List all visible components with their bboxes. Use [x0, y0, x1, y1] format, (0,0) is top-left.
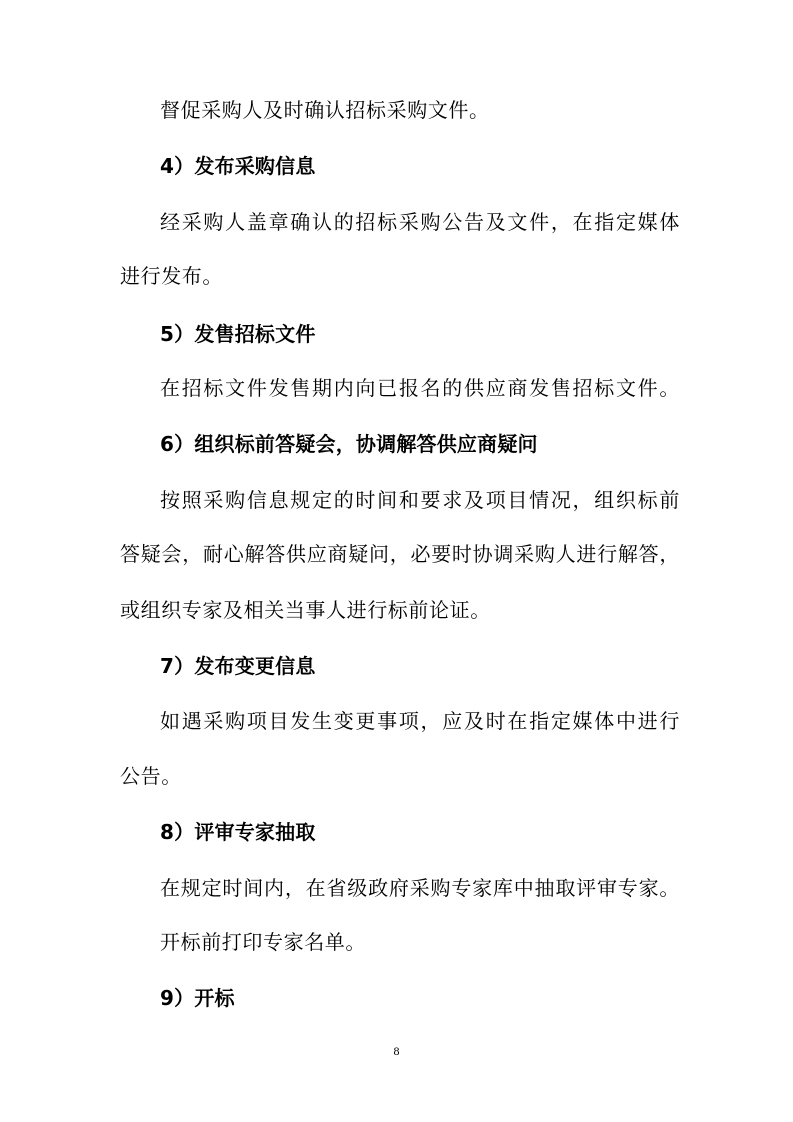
section-heading: 6）组织标前答疑会，协调解答供应商疑问: [160, 432, 538, 456]
paragraph-line: 在招标文件发售期内向已报名的供应商发售招标文件。: [160, 376, 680, 400]
paragraph-line: 开标前打印专家名单。: [160, 930, 366, 954]
paragraph-line: 进行发布。: [120, 264, 223, 288]
section-heading: 9）开标: [160, 986, 235, 1010]
paragraph-line: 督促采购人及时确认招标采购文件。: [160, 98, 490, 122]
paragraph-line: 公告。: [120, 764, 182, 788]
paragraph-line: 经采购人盖章确认的招标采购公告及文件，在指定媒体: [160, 210, 680, 234]
paragraph-line: 或组织专家及相关当事人进行标前论证。: [120, 598, 491, 622]
paragraph-line: 在规定时间内，在省级政府采购专家库中抽取评审专家。: [160, 876, 680, 900]
section-heading: 8）评审专家抽取: [160, 820, 316, 844]
section-heading: 4）发布采购信息: [160, 154, 316, 178]
section-heading: 5）发售招标文件: [160, 322, 316, 346]
paragraph-line: 如遇采购项目发生变更事项，应及时在指定媒体中进行: [160, 709, 680, 733]
section-heading: 7）发布变更信息: [160, 654, 316, 678]
paragraph-line: 答疑会，耐心解答供应商疑问，必要时协调采购人进行解答，: [120, 542, 680, 566]
page-number: 8: [393, 1044, 400, 1058]
paragraph-line: 按照采购信息规定的时间和要求及项目情况，组织标前: [160, 488, 680, 512]
